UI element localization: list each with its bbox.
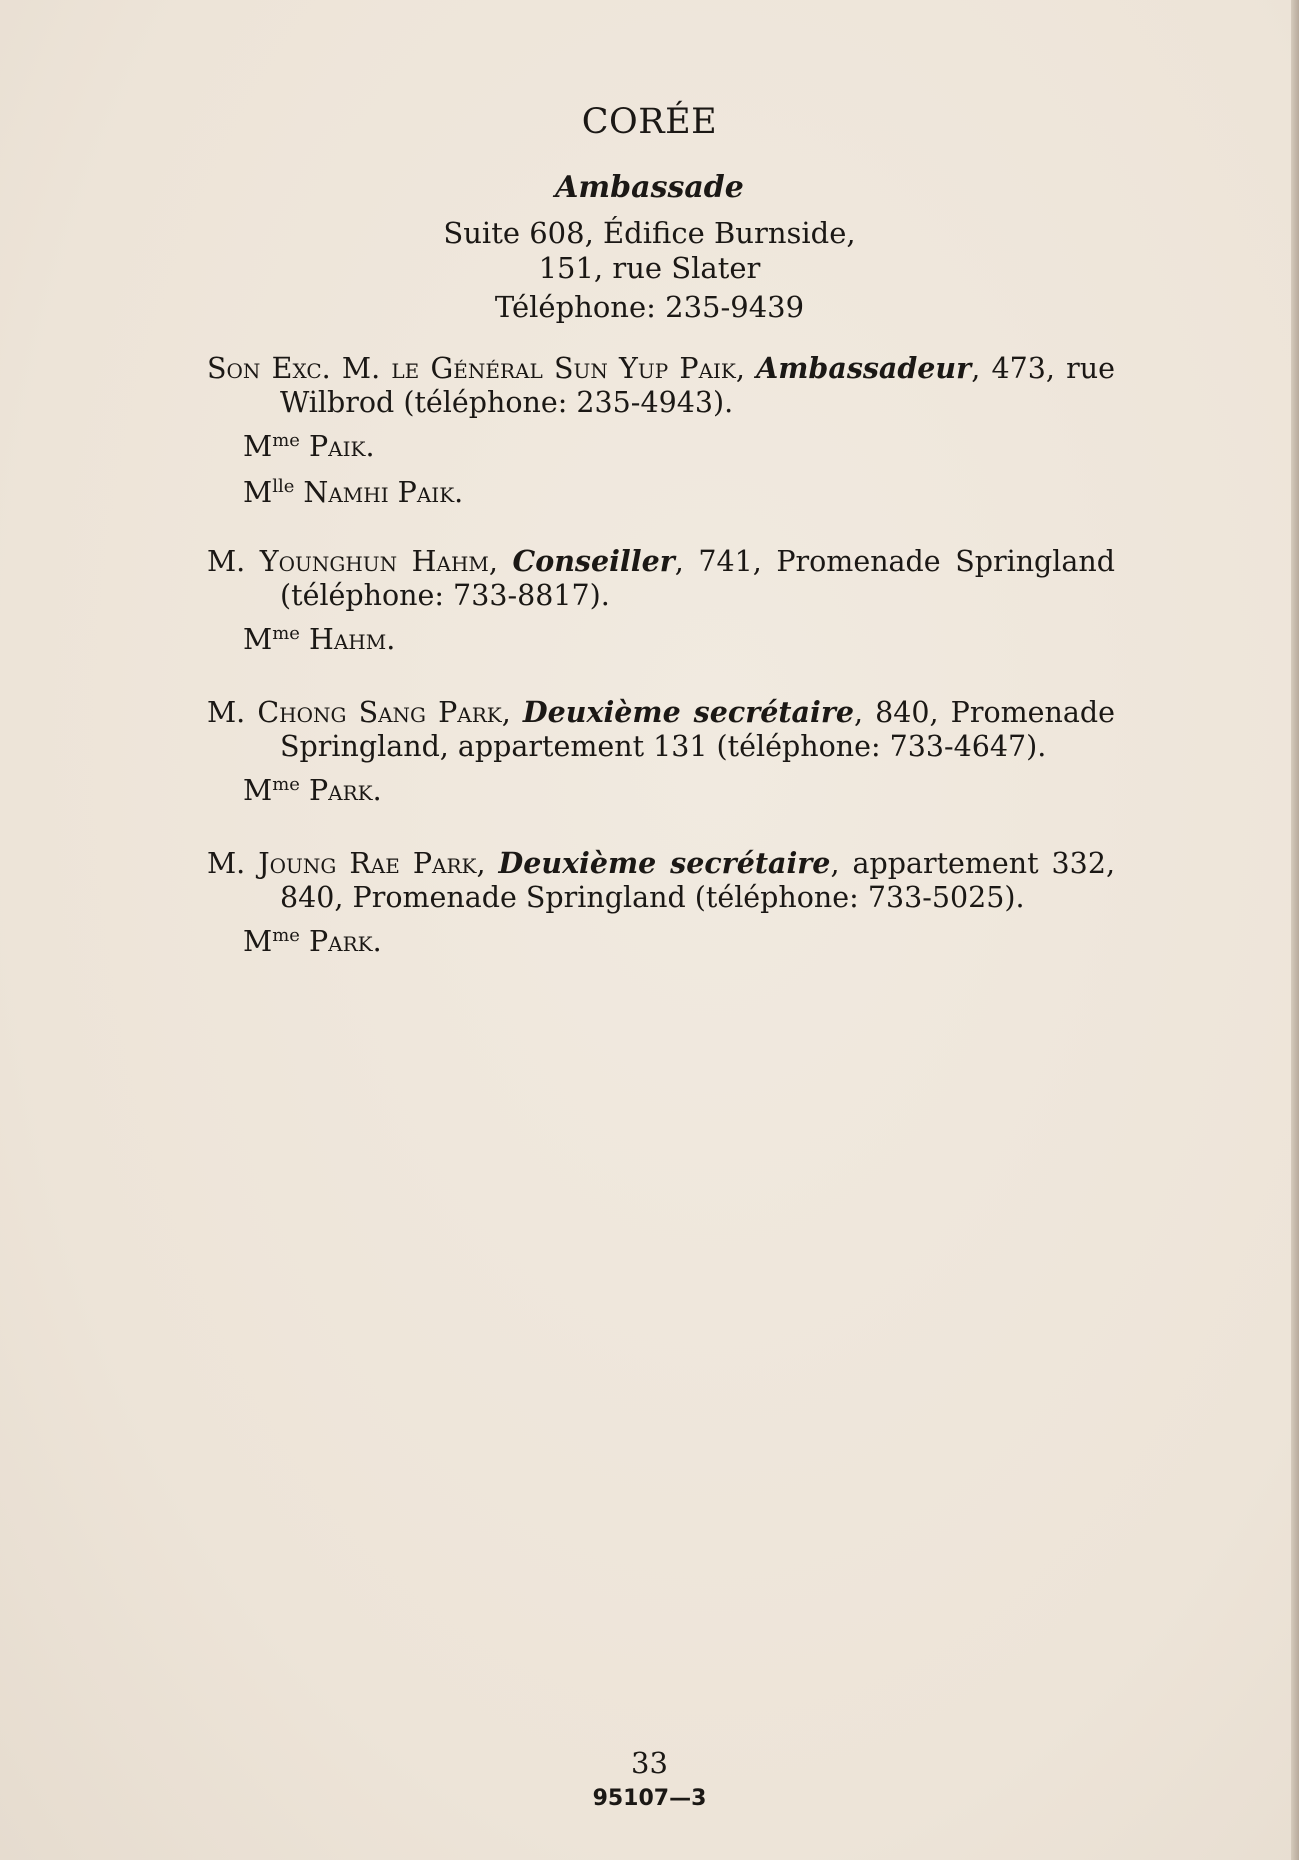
- staff-prefix: M.: [207, 545, 260, 578]
- staff-name: Chong Sang Park: [257, 696, 502, 729]
- family-member: [207, 623, 1115, 657]
- family-title-sup: lle: [272, 476, 295, 497]
- address-line-2: 151, rue Slater: [538, 251, 761, 285]
- separator: ,: [476, 847, 499, 880]
- staff-main-line: [207, 351, 1115, 420]
- family-title: M: [243, 925, 273, 958]
- staff-prefix: M.: [207, 696, 258, 729]
- country-title: CORÉE: [581, 102, 718, 142]
- staff-details: , appartement 332, 840, Promenade Springland (téléphone: 733-5025).: [280, 847, 1116, 914]
- print-code: 95107—3: [592, 1786, 707, 1811]
- staff-prefix: M.: [207, 847, 259, 880]
- staff-prefix: Son Exc. M. le Général: [207, 352, 554, 385]
- staff-name: Sun Yup Paik: [553, 352, 736, 385]
- family-title-sup: me: [272, 623, 300, 644]
- family-name: Hahm.: [299, 623, 396, 656]
- family-member: [207, 925, 1115, 959]
- staff-main-line: [207, 695, 1115, 764]
- staff-details: , 473, rue Wilbrod (téléphone: 235-4943).: [280, 352, 1115, 419]
- staff-entry: [207, 695, 1115, 808]
- separator: ,: [488, 545, 513, 578]
- staff-entry: [207, 351, 1115, 510]
- staff-role: Conseiller: [512, 544, 675, 578]
- staff-main-line: [207, 544, 1115, 613]
- staff-role: Deuxième secrétaire: [522, 695, 854, 729]
- section-subtitle: Ambassade: [555, 170, 744, 205]
- staff-role: Ambassadeur: [756, 351, 972, 385]
- separator: ,: [501, 696, 523, 729]
- family-name: Park.: [299, 925, 382, 958]
- staff-details: , 741, Promenade Springland (téléphone: 733-8817).: [280, 545, 1116, 612]
- family-title: M: [243, 476, 273, 509]
- family-title-sup: me: [272, 430, 300, 451]
- family-title-sup: me: [272, 925, 300, 946]
- staff-name: Younghun Hahm: [259, 545, 489, 578]
- staff-entry: [207, 846, 1115, 959]
- staff-name: Joung Rae Park: [258, 847, 477, 880]
- family-name: Namhi Paik.: [294, 476, 464, 509]
- family-member: [207, 476, 1115, 510]
- family-title: M: [243, 430, 273, 463]
- address-line-1: Suite 608, Édifice Burnside,: [443, 216, 856, 250]
- family-member: [207, 774, 1115, 808]
- family-name: Paik.: [299, 430, 375, 463]
- family-title-sup: me: [272, 774, 300, 795]
- staff-list: [207, 351, 1115, 959]
- family-title: M: [243, 774, 273, 807]
- separator: ,: [735, 352, 757, 385]
- staff-role: Deuxième secrétaire: [498, 846, 831, 880]
- family-member: [207, 430, 1115, 464]
- family-title: M: [243, 623, 273, 656]
- staff-main-line: [207, 846, 1115, 915]
- page-number: 33: [631, 1746, 668, 1780]
- telephone-line: Téléphone: 235-9439: [494, 290, 805, 324]
- staff-details: , 840, Promenade Springland, appartement 131 (téléphone: 733-4647).: [280, 696, 1115, 763]
- family-name: Park.: [299, 774, 382, 807]
- staff-entry: [207, 544, 1115, 657]
